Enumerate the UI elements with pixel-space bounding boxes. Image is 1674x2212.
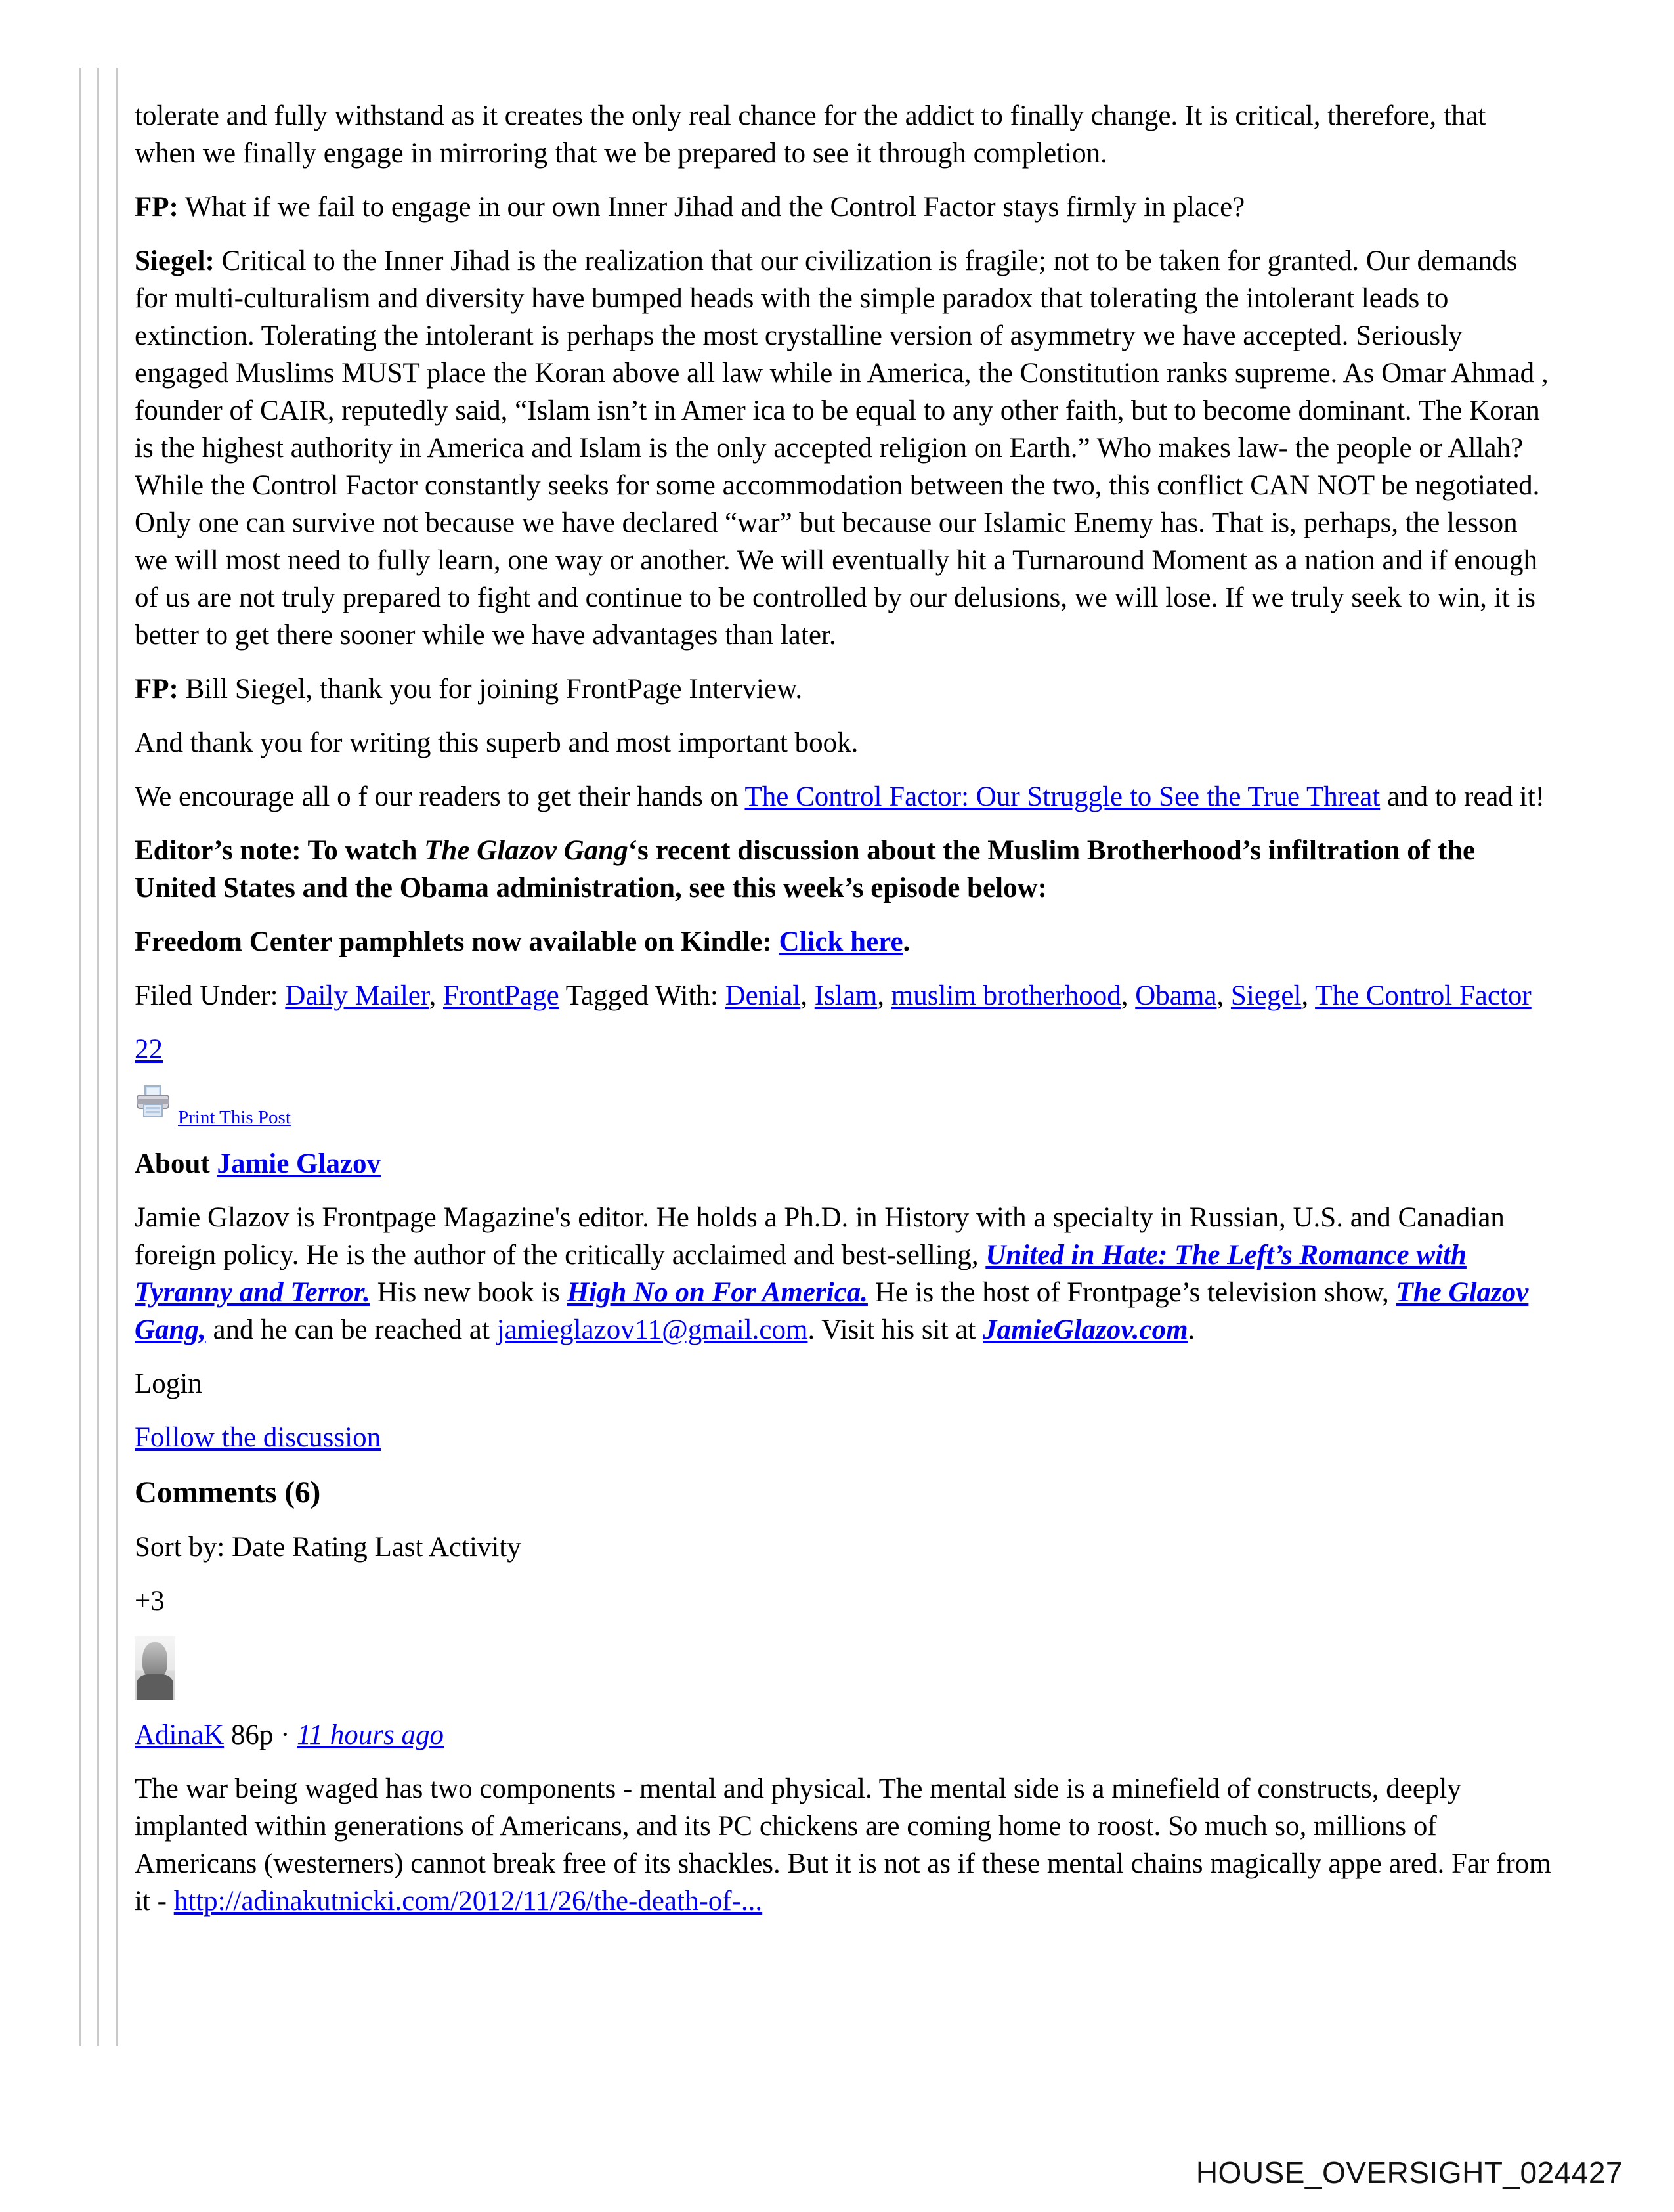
comments-heading-text: Comments (6)	[135, 1475, 321, 1509]
separator: ,	[800, 980, 815, 1011]
category-link-frontpage[interactable]: FrontPage	[443, 980, 559, 1011]
follow-discussion-link[interactable]: Follow the discussion	[135, 1422, 381, 1453]
comments-heading	[135, 1473, 1551, 1512]
separator: ,	[1216, 980, 1231, 1011]
login-line	[135, 1365, 1551, 1402]
book-link-high-no[interactable]: High No on For America.	[567, 1277, 868, 1308]
body-text: Critical to the Inner Jihad is the realization that our civilization is fragile; not to be taken for granted. Our demands for multi-culturalism and diversity have bumped heads with the simple paradox that tolerating the intolerant leads to extinction. Tolerating the intolerant is perhaps the most crystalline version of asymmetry we have accepted. Seriously engaged Muslims MUST place the Koran above all law while in America, the Constitution ranks supreme. As Omar Ahmad , founder of CAIR, reputedly said, “Islam isn’t in Amer ica to be equal to any other faith, but to become dominant. The Koran is the highest authority in America and Islam is the only accepted religion on Earth.” Who makes law- the people or Allah? While the Control Factor constantly seeks for some accommodation between the two, this conflict CAN NOT be negotiated. Only one can survive not because we have declared “war” but because our Islamic Enemy has. That is, perhaps, the lesson we will most need to fully learn, one way or another. We will eventually hit a Turnaround Moment as a nation and if enough of us are not truly prepared to fight and continue to be controlled by our delusions, we will lose. If we truly seek to win, it is better to get there sooner while we have advantages than later.	[135, 246, 1549, 651]
paragraph-thanks	[135, 724, 1551, 762]
body-text: . Visit his sit at	[807, 1314, 983, 1345]
book-title-link[interactable]: The Control Factor: Our Struggle to See the True Threat	[744, 781, 1381, 812]
separator: ,	[1301, 980, 1316, 1011]
filed-under-label: Filed Under:	[135, 980, 286, 1011]
login-link[interactable]: Login	[135, 1368, 202, 1399]
comment-body	[135, 1770, 1551, 1920]
body-text: tolerate and fully withstand as it creates the only real chance for the addict to finally change. It is critical, therefore, that when we finally engage in mirroring that we be prepared to see it through completion.	[135, 100, 1486, 169]
follow-discussion-line	[135, 1419, 1551, 1456]
separator: ,	[877, 980, 891, 1011]
article-content	[135, 97, 1551, 1920]
body-text: His new book is	[370, 1277, 567, 1308]
comment-meta-line	[135, 1716, 1551, 1754]
body-text: Freedom Center pamphlets now available on Kindle:	[135, 926, 779, 957]
author-profile-link[interactable]: Jamie Glazov	[217, 1148, 381, 1179]
comment-url-link[interactable]: http://adinakutnicki.com/2012/11/26/the-death-of-...	[173, 1886, 763, 1917]
email-link[interactable]: jamieglazov11@gmail.com	[496, 1314, 808, 1345]
category-link-daily-mailer[interactable]: Daily Mailer	[285, 980, 429, 1011]
tag-link-siegel[interactable]: Siegel	[1230, 980, 1302, 1011]
body-text: What if we fail to engage in our own Inner Jihad and the Control Factor stays firmly in place?	[178, 192, 1245, 223]
body-text: And thank you for writing this superb and most important book.	[135, 727, 859, 758]
tag-link-islam[interactable]: Islam	[814, 980, 878, 1011]
speaker-label: FP:	[135, 674, 179, 705]
commenter-points: 86p ·	[224, 1720, 297, 1750]
print-this-post[interactable]	[135, 1085, 1551, 1129]
body-text: Bill Siegel, thank you for joining FrontPage Interview.	[178, 674, 803, 705]
website-link[interactable]: JamieGlazov.com	[983, 1314, 1188, 1345]
sort-by-line	[135, 1529, 1551, 1566]
about-author-line	[135, 1145, 1551, 1182]
author-bio	[135, 1199, 1551, 1349]
paragraph-continuation	[135, 97, 1551, 172]
show-title: The Glazov Gang	[424, 835, 628, 866]
tag-link-obama[interactable]: Obama	[1135, 980, 1217, 1011]
body-text: Editor’s note: To watch	[135, 835, 425, 866]
tag-link-the-control-factor[interactable]: The Control Factor	[1315, 980, 1532, 1011]
paragraph-fp-question	[135, 188, 1551, 226]
body-text: .	[1188, 1314, 1195, 1345]
avatar-head-shape	[142, 1642, 167, 1678]
quote-level-bar-1	[79, 68, 81, 2046]
quote-level-bar-2	[97, 68, 99, 2046]
avatar[interactable]	[135, 1636, 175, 1700]
printer-icon[interactable]	[135, 1085, 171, 1129]
comment-count-link[interactable]: 22	[135, 1034, 163, 1065]
vote-count	[135, 1582, 1551, 1620]
paragraph-fp-thanks	[135, 670, 1551, 708]
print-this-post-link[interactable]: Print This Post	[178, 1107, 291, 1128]
tag-link-denial[interactable]: Denial	[725, 980, 801, 1011]
vote-count-text: +3	[135, 1586, 165, 1616]
commenter-link[interactable]: AdinaK	[135, 1720, 225, 1750]
body-text: and to read it!	[1380, 781, 1545, 812]
book-link-united-in-hate[interactable]: United in Hate: The Left’s Romance with Tyranny and Terror.	[135, 1240, 1467, 1308]
body-text: .	[903, 926, 911, 957]
speaker-label: Siegel:	[135, 246, 215, 276]
body-text: ‘s recent discussion about the Muslim Brotherhood’s infiltration of the United States and the Obama administration, see this week’s episode below:	[135, 835, 1476, 903]
body-text: He is the host of Frontpage’s television show,	[867, 1277, 1396, 1308]
click-here-link[interactable]: Click here	[779, 926, 903, 957]
tag-link-muslim-brotherhood[interactable]: muslim brotherhood	[891, 980, 1121, 1011]
quote-level-bar-3	[116, 68, 118, 2046]
bates-number: HOUSE_OVERSIGHT_024427	[1195, 2156, 1623, 2190]
comment-count-line	[135, 1031, 1551, 1068]
body-text: and he can be reached at	[205, 1314, 497, 1345]
paragraph-encourage	[135, 778, 1551, 815]
about-label: About	[135, 1148, 217, 1179]
speaker-label: FP:	[135, 192, 179, 223]
paragraph-siegel-answer	[135, 242, 1551, 654]
show-link-glazov-gang[interactable]: The Glazov Gang,	[135, 1277, 1529, 1345]
separator: ,	[1121, 980, 1136, 1011]
body-text: We encourage all o f our readers to get their hands on	[135, 781, 745, 812]
paragraph-kindle-promo	[135, 923, 1551, 961]
body-text: The war being waged has two components - mental and physical. The mental side is a minefield of constructs, deeply implanted within generations of Americans, and its PC chickens are coming home to roost. So much so, millions of Americans (westerners) cannot break free of its shackles. But it is not as if these mental chains magically appe ared. Far from it -	[135, 1773, 1551, 1917]
avatar-shoulders-shape	[137, 1674, 173, 1700]
body-text: Jamie Glazov is Frontpage Magazine's editor. He holds a Ph.D. in History with a specialty in Russian, U.S. and Canadian foreign policy. He is the author of the critically acclaimed and best-selling,	[135, 1202, 1505, 1270]
comment-timestamp-link[interactable]: 11 hours ago	[297, 1720, 444, 1750]
separator: ,	[429, 980, 443, 1011]
sort-options-text: Sort by: Date Rating Last Activity	[135, 1532, 521, 1563]
paragraph-editors-note	[135, 832, 1551, 907]
filed-under-line	[135, 977, 1551, 1014]
tagged-with-label: Tagged With:	[559, 980, 725, 1011]
